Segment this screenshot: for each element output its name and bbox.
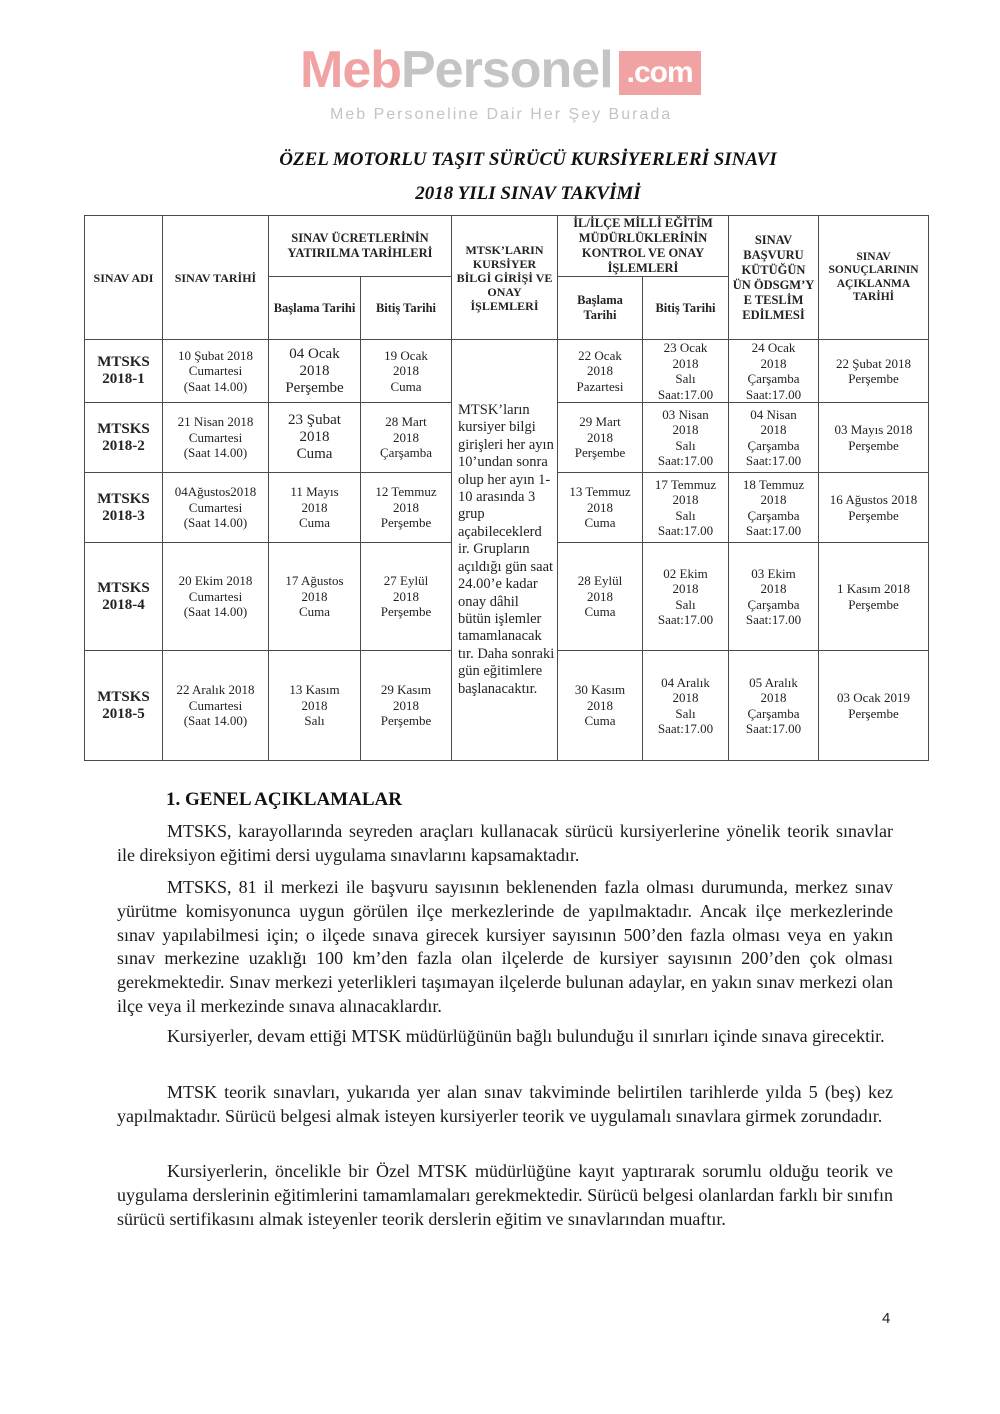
cell-exam-date bbox=[163, 651, 269, 761]
paragraph: Kursiyerler, devam ettiği MTSK müdürlüğünün bağlı bulunduğu il sınırları içinde sınava girecektir. bbox=[167, 1026, 885, 1046]
cell-result bbox=[819, 473, 929, 543]
cell-line: 11 Mayıs bbox=[290, 484, 339, 500]
cell-line: 2018 bbox=[587, 697, 613, 713]
cell-line: MTSKS bbox=[97, 579, 150, 596]
cell-line: 22 Şubat 2018 bbox=[835, 355, 912, 371]
cell-mem-start bbox=[558, 543, 643, 651]
cell-fee-start bbox=[269, 473, 361, 543]
document-title: ÖZEL MOTORLU TAŞIT SÜRÜCÜ KURSİYERLERİ SINAVI bbox=[279, 149, 777, 170]
cell-line: 2018-3 bbox=[102, 507, 145, 524]
cell-line: 2018 bbox=[760, 492, 787, 507]
header-sinav-adi: SINAV ADI bbox=[85, 216, 163, 340]
cell-name bbox=[85, 543, 163, 651]
cell-line: 2018 bbox=[587, 588, 613, 604]
header-ucret-bitis: Bitiş Tarihi bbox=[361, 277, 452, 340]
cell-line: Cumartesi bbox=[188, 363, 243, 379]
cell-line: 2018 bbox=[301, 588, 328, 604]
watermark-brand-part2: Personel bbox=[401, 41, 613, 99]
cell-kutuk bbox=[729, 651, 819, 761]
cell-line: Saat:17.00 bbox=[745, 721, 802, 736]
cell-mem-start bbox=[558, 651, 643, 761]
cell-line: Cuma bbox=[584, 604, 616, 620]
header-mem-group: İL/İLÇE MİLLİ EĞİTİM MÜDÜRLÜKLERİNİN KONTROL VE ONAY İŞLEMLERİ bbox=[558, 216, 729, 277]
cell-line: Cumartesi bbox=[188, 499, 243, 515]
cell-line: 2018 bbox=[760, 581, 787, 596]
cell-line: 20 Ekim 2018 bbox=[178, 573, 253, 589]
cell-line: Perşembe bbox=[848, 437, 899, 453]
cell-line: 2018 bbox=[393, 588, 419, 604]
cell-line: 03 Nisan bbox=[662, 406, 709, 422]
cell-line: 2018-4 bbox=[102, 596, 145, 613]
cell-line: 2018 bbox=[299, 429, 330, 445]
cell-line: 2018 bbox=[672, 422, 699, 437]
cell-mem-start bbox=[558, 340, 643, 403]
cell-line: 17 Temmuz bbox=[654, 476, 717, 492]
watermark-suffix-badge: .com bbox=[619, 51, 701, 95]
cell-line: Pazartesi bbox=[576, 378, 624, 394]
cell-line: 2018 bbox=[587, 499, 613, 515]
cell-line: 23 Ocak bbox=[663, 340, 708, 355]
page-number: 4 bbox=[882, 1310, 891, 1327]
cell-fee-start bbox=[269, 340, 361, 403]
cell-mem-end bbox=[643, 340, 729, 403]
cell-line: Çarşamba bbox=[747, 705, 800, 721]
cell-mem-end bbox=[643, 403, 729, 473]
cell-line: Cuma bbox=[584, 713, 616, 729]
cell-line: Salı bbox=[675, 437, 696, 453]
cell-line: 27 Eylül bbox=[383, 573, 429, 589]
cell-fee-end bbox=[361, 403, 452, 473]
cell-line: 05 Aralık bbox=[749, 674, 798, 690]
cell-line: 2018 bbox=[672, 690, 699, 705]
watermark-tagline: Meb Personeline Dair Her Şey Burada bbox=[330, 106, 673, 123]
cell-result bbox=[819, 403, 929, 473]
cell-line: 2018-5 bbox=[102, 705, 145, 722]
cell-line: Saat:17.00 bbox=[745, 523, 802, 538]
cell-line: Çarşamba bbox=[747, 437, 800, 453]
cell-line: 2018 bbox=[672, 492, 699, 507]
header-mtsk-bilgi: MTSK’LARIN KURSİYER BİLGİ GİRİŞİ VE ONAY İŞLEMLERİ bbox=[452, 216, 558, 340]
cell-line: MTSKS bbox=[97, 354, 150, 370]
cell-line: 24 Ocak bbox=[751, 340, 796, 355]
cell-line: 03 Mayıs 2018 bbox=[834, 422, 913, 437]
cell-name bbox=[85, 473, 163, 543]
section-heading: 1. GENEL AÇIKLAMALAR bbox=[166, 789, 402, 810]
header-sonuc-tarihi: SINAV SONUÇLARININ AÇIKLANMA TARİHİ bbox=[819, 216, 929, 340]
cell-line: 2018-2 bbox=[102, 437, 145, 454]
cell-line: Cumartesi bbox=[188, 697, 243, 713]
cell-line: 2018 bbox=[672, 355, 699, 371]
cell-line: Cumartesi bbox=[188, 588, 243, 604]
cell-line: Cuma bbox=[584, 515, 616, 531]
cell-mem-start bbox=[558, 403, 643, 473]
cell-line: 29 Kasım bbox=[380, 682, 432, 698]
cell-line: 04 Aralık bbox=[661, 674, 710, 690]
cell-line: 04 Ocak bbox=[289, 345, 340, 362]
cell-line: 22 Ocak bbox=[578, 347, 622, 363]
cell-result bbox=[819, 543, 929, 651]
cell-line: 13 Kasım bbox=[289, 682, 340, 698]
cell-line: Salı bbox=[675, 596, 696, 612]
cell-name bbox=[85, 651, 163, 761]
cell-line: MTSKS bbox=[97, 490, 150, 507]
cell-line: Perşembe bbox=[848, 596, 899, 612]
cell-fee-end bbox=[361, 651, 452, 761]
header-ucret-baslama: Başlama Tarihi bbox=[269, 277, 361, 340]
cell-line: Çarşamba bbox=[747, 371, 800, 386]
cell-line: (Saat 14.00) bbox=[183, 604, 248, 620]
cell-line: Saat:17.00 bbox=[657, 721, 714, 736]
cell-line: Çarşamba bbox=[747, 507, 800, 523]
cell-line: Saat:17.00 bbox=[745, 453, 802, 468]
cell-fee-end bbox=[361, 473, 452, 543]
cell-name bbox=[85, 340, 163, 403]
cell-line: 12 Temmuz bbox=[375, 484, 437, 500]
cell-line: 2018 bbox=[393, 697, 419, 713]
header-kutuk-teslim: SINAV BAŞVURU KÜTÜĞÜN ÜN ÖDSGM’Y E TESLİM EDİLMESİ bbox=[729, 216, 819, 340]
cell-fee-start bbox=[269, 651, 361, 761]
cell-line: 2018 bbox=[760, 690, 787, 705]
cell-line: Salı bbox=[675, 371, 696, 386]
cell-line: 22 Aralık 2018 bbox=[176, 682, 255, 698]
cell-fee-end bbox=[361, 543, 452, 651]
header-ucret-group: SINAV ÜCRETLERİNİN YATIRILMA TARİHLERİ bbox=[269, 216, 452, 277]
cell-line: Salı bbox=[675, 507, 696, 523]
cell-kutuk bbox=[729, 403, 819, 473]
cell-line: 2018 bbox=[760, 355, 787, 371]
cell-line: 23 Şubat bbox=[288, 412, 341, 428]
cell-line: 17 Ağustos bbox=[285, 573, 344, 589]
cell-line: Cuma bbox=[298, 515, 331, 531]
cell-line: 29 Mart bbox=[579, 414, 621, 430]
cell-result bbox=[819, 340, 929, 403]
header-mem-baslama: Başlama Tarihi bbox=[558, 277, 643, 340]
cell-line: 18 Temmuz bbox=[742, 476, 805, 492]
cell-line: Perşembe bbox=[380, 713, 432, 729]
cell-line: 04Ağustos2018 bbox=[174, 484, 257, 500]
cell-line: 10 Şubat 2018 bbox=[177, 347, 254, 363]
watermark-logo bbox=[300, 40, 701, 100]
cell-fee-end bbox=[361, 340, 452, 403]
cell-line: Saat:17.00 bbox=[657, 453, 714, 468]
cell-mem-end bbox=[643, 473, 729, 543]
cell-line: 2018 bbox=[587, 429, 613, 445]
cell-line: 2018 bbox=[587, 363, 613, 379]
header-sinav-tarihi: SINAV TARİHİ bbox=[163, 216, 269, 340]
cell-line: Cuma bbox=[296, 446, 333, 462]
cell-line: Saat:17.00 bbox=[745, 612, 802, 627]
cell-exam-date bbox=[163, 543, 269, 651]
cell-name bbox=[85, 403, 163, 473]
cell-line: Perşembe bbox=[380, 604, 432, 620]
cell-line: 04 Nisan bbox=[750, 406, 797, 422]
cell-line: 2018 bbox=[393, 363, 419, 379]
paragraph: MTSKS, karayollarında seyreden araçları kullanacak sürücü kursiyerlerine yönelik teorik sınavlar ile direksiyon eğitimi dersi uygulama sınavlarını kapsamaktadır. bbox=[117, 821, 893, 865]
cell-fee-start bbox=[269, 543, 361, 651]
cell-line: Perşembe bbox=[848, 705, 899, 721]
cell-line: 2018 bbox=[301, 697, 328, 713]
cell-line: Saat:17.00 bbox=[745, 386, 802, 402]
cell-exam-date bbox=[163, 340, 269, 403]
cell-line: Salı bbox=[675, 705, 696, 721]
cell-line: 2018 bbox=[301, 499, 328, 515]
cell-line: Perşembe bbox=[848, 507, 899, 523]
cell-mem-end bbox=[643, 651, 729, 761]
cell-kutuk bbox=[729, 473, 819, 543]
cell-line: Perşembe bbox=[380, 515, 432, 531]
cell-line: 2018-1 bbox=[102, 371, 145, 387]
paragraph: Kursiyerlerin, öncelikle bir Özel MTSK müdürlüğüne kayıt yaptırarak sorumlu olduğu teorik ve uygulama derslerinin eğitimlerini tamamlamaları gerekmektedir. Sürücü belgesi olanlardan farklı bir sınıfın sürücü sertifikasını almak isteyenler teorik derslerin eğitim ve sınavlarından muaftır. bbox=[117, 1161, 893, 1229]
cell-line: MTSKS bbox=[97, 420, 150, 437]
cell-line: (Saat 14.00) bbox=[183, 515, 248, 531]
cell-kutuk bbox=[729, 340, 819, 403]
cell-line: 13 Temmuz bbox=[569, 484, 631, 500]
cell-line: (Saat 14.00) bbox=[183, 378, 248, 394]
cell-mem-end bbox=[643, 543, 729, 651]
cell-line: 2018 bbox=[299, 362, 330, 379]
cell-line: 2018 bbox=[672, 581, 699, 596]
cell-line: 30 Kasım bbox=[574, 682, 626, 698]
cell-line: (Saat 14.00) bbox=[183, 713, 248, 729]
cell-line: Perşembe bbox=[285, 379, 344, 396]
cell-mtsk-info: MTSK’ların kursiyer bilgi girişleri her ayın 10’undan sonra olup her ayın 1-10 arasında 3 grup açabileceklerd ir. Grupların açıldığı gün saat 24.00’e kadar onay dâhil bütün işlemler tamamlanacak tır. Daha sonraki gün eğitimlere başlanacaktır. bbox=[452, 340, 558, 761]
cell-line: Saat:17.00 bbox=[657, 523, 714, 538]
cell-line: 2018 bbox=[760, 422, 787, 437]
cell-line: Cumartesi bbox=[188, 429, 243, 445]
paragraph: MTSK teorik sınavları, yukarıda yer alan sınav takviminde belirtilen tarihlerde yılda 5 (beş) kez yapılmaktadır. Sürücü belgesi almak isteyen kursiyerler teorik ve uygulamalı sınavlara girmek zorundadır. bbox=[117, 1082, 893, 1126]
cell-line: 2018 bbox=[393, 499, 419, 515]
cell-mem-start bbox=[558, 473, 643, 543]
cell-line: Cuma bbox=[298, 604, 331, 620]
cell-result bbox=[819, 651, 929, 761]
cell-line: 28 Eylül bbox=[577, 573, 623, 589]
exam-schedule-table bbox=[84, 215, 929, 761]
cell-line: Çarşamba bbox=[380, 445, 432, 461]
cell-line: 02 Ekim bbox=[663, 565, 708, 581]
cell-fee-start bbox=[269, 403, 361, 473]
cell-line: Cuma bbox=[390, 378, 422, 394]
cell-line: 28 Mart bbox=[385, 414, 427, 430]
document-subtitle: 2018 YILI SINAV TAKVİMİ bbox=[415, 183, 641, 204]
cell-line: 21 Nisan 2018 bbox=[177, 414, 254, 430]
header-mem-bitis: Bitiş Tarihi bbox=[643, 277, 729, 340]
cell-line: Saat:17.00 bbox=[657, 612, 714, 627]
cell-line: (Saat 14.00) bbox=[183, 445, 248, 461]
cell-line: MTSKS bbox=[97, 688, 150, 705]
cell-line: Perşembe bbox=[574, 445, 626, 461]
cell-line: Çarşamba bbox=[747, 596, 800, 612]
cell-exam-date bbox=[163, 403, 269, 473]
cell-line: 1 Kasım 2018 bbox=[837, 581, 910, 596]
cell-line: 19 Ocak bbox=[384, 347, 428, 363]
cell-line: 03 Ekim bbox=[751, 565, 796, 581]
cell-exam-date bbox=[163, 473, 269, 543]
watermark bbox=[0, 0, 1000, 140]
table-row bbox=[85, 340, 929, 403]
watermark-brand-part1: Meb bbox=[300, 41, 401, 99]
cell-kutuk bbox=[729, 543, 819, 651]
cell-line: Saat:17.00 bbox=[657, 386, 714, 402]
cell-line: 03 Ocak 2019 bbox=[837, 690, 910, 705]
paragraph: MTSKS, 81 il merkezi ile başvuru sayısının beklenenden fazla olması durumunda, merkez sınav yürütme komisyonunca uygun görülen ilçe merkezlerinde de yapılmaktadır. Ancak ilçe merkezlerinde sınav yapılabilmesi için; o ilçede sınava girecek kursiyer sayısının 500’den fazla olması veya en yakın sınav merkezine uzaklığı 100 km’den fazla olan ilçelerde de kursiyer sayısının 200’den çok olması gerekmektedir. Sınav merkezi yeterlikleri taşımayan ilçelerde bulunan adaylar, en yakın sınav merkezi olan ilçe veya il merkezinde sınava alınacaklardır. bbox=[117, 877, 893, 1016]
cell-line: Perşembe bbox=[848, 371, 899, 386]
cell-line: 2018 bbox=[393, 429, 419, 445]
cell-line: 16 Ağustos 2018 bbox=[829, 492, 918, 507]
cell-line: Salı bbox=[304, 713, 325, 729]
